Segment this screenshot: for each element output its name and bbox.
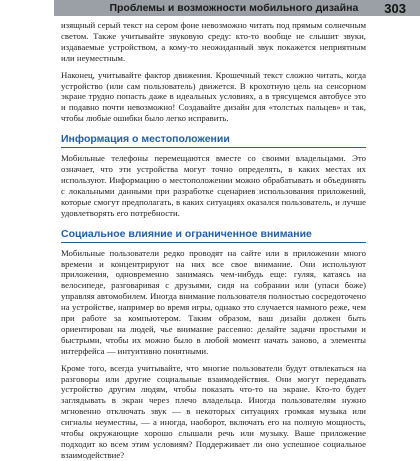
page-body [61, 20, 366, 461]
paragraph-2: Наконец, учитывайте фактор движения. Крошечный текст сложно читать, когда устройство (или сам пользователь) движется. В крохотную цель на сенсорном экране трудно попасть даже в идеальных условиях, а в трясущемся автобусе это и подавно почти невозможно! Создавайте дизайн для «толстых пальцев» и так, чтобы любые ошибки было легко исправить. [61, 69, 366, 124]
paragraph-5: Кроме того, всегда учитывайте, что многие пользователи будут отвлекаться на разговоры или другие социальные взаимодействия. Они могут передавать устройство другим людям, чтобы показать что-то на экране. Кто-то будет заглядывать в экран через плечо владельца. Иногда пользователям нужно мгновенно отключать звук — в некоторых ситуациях громкая музыка или сигналы неуместны, — а иногда, наоборот, включать его на полную мощность, чтобы окружающие хорошо слышали речь или музыку. Ваше приложение подходит ко всем этим условиям? Поддерживает ли оно успешное социальное взаимодействие? [61, 362, 366, 460]
section-heading-location: Информация о местоположении [61, 133, 366, 148]
paragraph-3: Мобильные телефоны перемещаются вместе со своими владельцами. Это означает, что эти устройства могут точно определять, в каких местах их используют. Информацию о местоположении можно обрабатывать и объединять с локальными данными при разработке сценариев использования приложений, которые смогут предполагать, в каких ситуациях оказался пользователь, и лучше удовлетворять его потребности. [61, 153, 366, 218]
section-heading-social: Социальное влияние и ограниченное внимание [61, 228, 366, 243]
running-header [54, 0, 420, 16]
paragraph-4: Мобильные пользователи редко проводят на сайте или в приложении много времени и концентрируют на них все свое внимание. Они используют приложения, одновременно занимаясь чем-нибудь еще: гуляя, катаясь на велосипеде, разговаривая с друзьями, сидя на собрании или (упаси боже) управляя автомобилем. Иногда внимание пользователя полностью сосредоточено на устройстве, например во время игры, однако это случается намного реже, чем при работе за компьютером. Таким образом, ваш дизайн должен быть ориентирован на людей, чье внимание рассеяно: делайте задачи простыми и быстрыми, чтобы их можно было в любой момент начать заново, а элементы интерфейса — интуитивно понятными. [61, 247, 366, 356]
page-number: 303 [384, 0, 406, 16]
chapter-title: Проблемы и возможности мобильного дизайна [109, 2, 359, 14]
paragraph-1: изящный серый текст на сером фоне невозможно читать под прямым солнечным светом. Также учитывайте звуковую среду: кто-то вообще не слышит звуки, издаваемые устройством, а кому-то неожиданный звук покажется неприятным или неуместным. [61, 20, 366, 63]
